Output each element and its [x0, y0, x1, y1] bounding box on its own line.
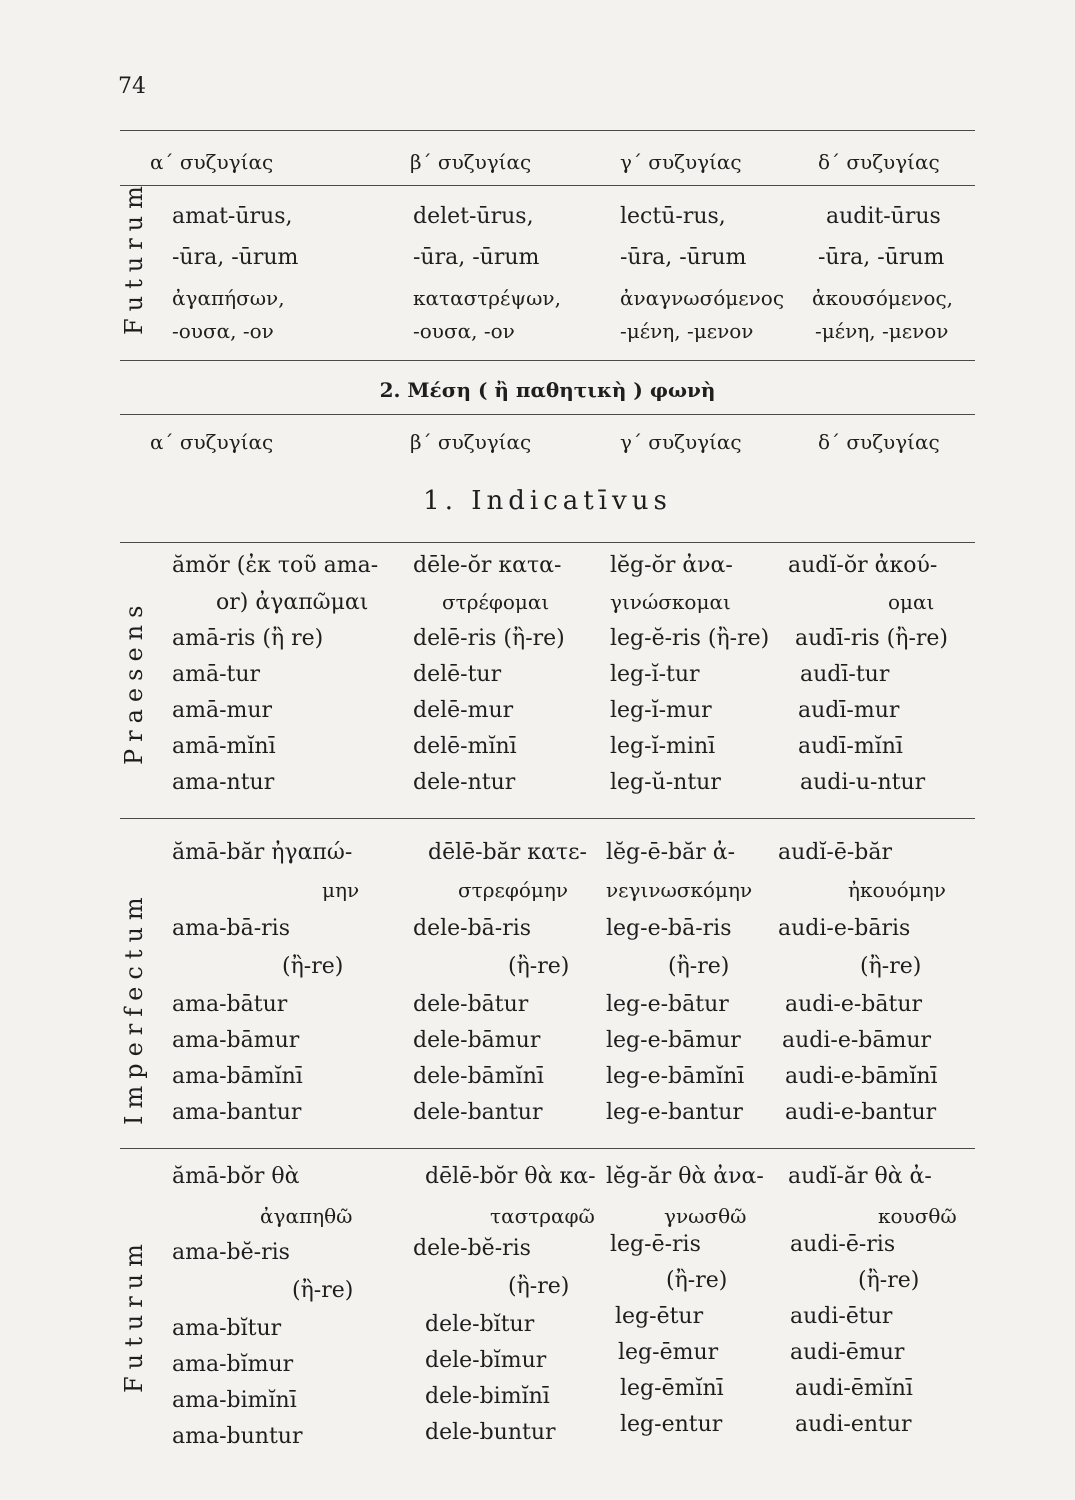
- cell: ἀγαπήσων,: [172, 286, 285, 310]
- cell: audi-e-bāris: [778, 916, 911, 941]
- cell: κουσθῶ: [878, 1204, 957, 1228]
- cell: ămā-bŏr θὰ: [172, 1164, 300, 1189]
- cell: ama-bĭtur: [172, 1316, 282, 1341]
- cell: dēlē-băr κατε-: [428, 840, 587, 865]
- cell: ομαι: [888, 590, 935, 614]
- cell: audi-ētur: [790, 1304, 893, 1329]
- cell: γνωσθῶ: [664, 1204, 747, 1228]
- cell: dele-bāmĭnī: [413, 1064, 544, 1089]
- section-label-praesens: Praesens: [120, 598, 148, 765]
- cell: (ἢ-re): [292, 1278, 354, 1303]
- cell: (ἢ-re): [666, 1268, 728, 1293]
- cell: (ἢ-re): [858, 1268, 920, 1293]
- cell: dēlē-bŏr θὰ κα-: [425, 1164, 596, 1189]
- cell: (ἢ-re): [508, 954, 570, 979]
- cell: dele-ntur: [413, 770, 516, 795]
- voice-title: 2. Μέση ( ἢ παθητικὴ ) φωνὴ: [379, 378, 716, 402]
- cell: dele-bĕ-ris: [413, 1236, 531, 1261]
- cell: lĕg-ăr θὰ ἀνα-: [606, 1164, 764, 1189]
- cell: ama-bātur: [172, 992, 288, 1017]
- cell: delet-ūrus,: [413, 204, 534, 229]
- rule: [120, 542, 975, 543]
- cell: audi-u-ntur: [800, 770, 926, 795]
- cell: audi-ēmur: [790, 1340, 905, 1365]
- header-col-3: γ΄ συζυγίας: [620, 430, 742, 454]
- cell: -μένη, -μενον: [815, 319, 949, 343]
- section-label-imperfectum: Imperfectum: [120, 890, 148, 1125]
- header-col-1: α΄ συζυγίας: [150, 430, 274, 454]
- cell: leg-e-bātur: [606, 992, 729, 1017]
- cell: (ἢ-re): [668, 954, 730, 979]
- cell: audit-ūrus: [826, 204, 941, 229]
- cell: leg-ĭ-tur: [610, 662, 700, 687]
- cell: dele-bĭmur: [425, 1348, 547, 1373]
- cell: dele-bā-ris: [413, 916, 532, 941]
- cell: dele-bāmur: [413, 1028, 541, 1053]
- cell: dele-bantur: [413, 1100, 543, 1125]
- cell: amā-mĭnī: [172, 734, 276, 759]
- cell: leg-e-bāmur: [606, 1028, 741, 1053]
- cell: ama-bĕ-ris: [172, 1240, 290, 1265]
- cell: ἀναγνωσόμενος: [620, 286, 785, 310]
- cell: ama-bā-ris: [172, 916, 291, 941]
- cell: audi-entur: [795, 1412, 912, 1437]
- cell: audī-mĭnī: [798, 734, 903, 759]
- cell: audī-ris (ἢ-re): [795, 626, 948, 651]
- cell: leg-ĭ-mur: [610, 698, 712, 723]
- cell: dele-bimĭnī: [425, 1384, 550, 1409]
- cell: leg-e-bāmĭnī: [606, 1064, 745, 1089]
- cell: dele-buntur: [425, 1420, 556, 1445]
- cell: lectū-rus,: [620, 204, 726, 229]
- cell: delē-tur: [413, 662, 502, 687]
- cell: -ūra, -ūrum: [620, 245, 747, 270]
- cell: ama-ntur: [172, 770, 275, 795]
- cell: dēle-ŏr κατα-: [413, 553, 562, 578]
- cell: ama-bantur: [172, 1100, 302, 1125]
- cell: στρέφομαι: [442, 590, 550, 614]
- cell: leg-e-bantur: [606, 1100, 743, 1125]
- cell: amat-ūrus,: [172, 204, 293, 229]
- cell: delē-mur: [413, 698, 514, 723]
- header-col-4: δ΄ συζυγίας: [818, 430, 940, 454]
- cell: ămā-băr ἠγαπώ-: [172, 840, 353, 865]
- cell: audī-mur: [798, 698, 900, 723]
- cell: leg-entur: [620, 1412, 723, 1437]
- cell: καταστρέψων,: [413, 286, 561, 310]
- rule: [120, 818, 975, 819]
- cell: audi-e-bātur: [785, 992, 923, 1017]
- cell: leg-ēmur: [618, 1340, 719, 1365]
- cell: audĭ-ăr θὰ ἀ-: [788, 1164, 932, 1189]
- cell: στρεφόμην: [458, 878, 569, 902]
- cell: lĕg-ŏr ἀνα-: [610, 553, 733, 578]
- header-col-1: α΄ συζυγίας: [150, 150, 274, 174]
- header-col-2: β΄ συζυγίας: [410, 430, 532, 454]
- cell: audĭ-ŏr ἀκού-: [788, 553, 938, 578]
- mood-title: 1. Indicatīvus: [423, 486, 672, 516]
- cell: ama-buntur: [172, 1424, 303, 1449]
- cell: audi-ēmĭnī: [795, 1376, 913, 1401]
- rule: [120, 360, 975, 361]
- cell: audĭ-ē-băr: [778, 840, 893, 865]
- cell: -ūra, -ūrum: [172, 245, 299, 270]
- cell: leg-e-bā-ris: [606, 916, 732, 941]
- cell: dele-bātur: [413, 992, 529, 1017]
- cell: leg-ē-ris: [610, 1232, 701, 1257]
- cell: amā-tur: [172, 662, 261, 687]
- cell: audī-tur: [800, 662, 890, 687]
- section-label-futurum-active: Futurum: [120, 179, 148, 335]
- rule: [120, 1148, 975, 1149]
- header-col-2: β΄ συζυγίας: [410, 150, 532, 174]
- cell: ama-bimĭnī: [172, 1388, 297, 1413]
- cell: μην: [322, 878, 360, 902]
- cell: -ουσα, -ον: [413, 319, 515, 343]
- section-label-futurum: Futurum: [120, 1237, 148, 1393]
- cell: -ūra, -ūrum: [413, 245, 540, 270]
- cell: leg-ēmĭnī: [620, 1376, 724, 1401]
- cell: ămŏr (ἐκ τοῦ ama-: [172, 553, 379, 578]
- cell: audi-e-bāmĭnī: [785, 1064, 938, 1089]
- cell: leg-ŭ-ntur: [610, 770, 721, 795]
- cell: (ἢ-re): [508, 1274, 570, 1299]
- cell: delē-ris (ἢ-re): [413, 626, 565, 651]
- cell: dele-bĭtur: [425, 1312, 535, 1337]
- cell: -ūra, -ūrum: [818, 245, 945, 270]
- cell: leg-ĭ-minī: [610, 734, 716, 759]
- cell: ταστραφῶ: [490, 1204, 595, 1228]
- header-col-3: γ΄ συζυγίας: [620, 150, 742, 174]
- rule: [120, 414, 975, 415]
- rule: [120, 185, 975, 186]
- cell: or) ἀγαπῶμαι: [216, 590, 369, 615]
- cell: γινώσκομαι: [610, 590, 731, 614]
- cell: ama-bāmur: [172, 1028, 300, 1053]
- cell: ἠκουόμην: [848, 878, 946, 902]
- page-number: 74: [118, 74, 146, 99]
- cell: ama-bĭmur: [172, 1352, 294, 1377]
- rule: [120, 130, 975, 131]
- cell: audi-e-bantur: [785, 1100, 937, 1125]
- cell: ἀκουσόμενος,: [812, 286, 954, 310]
- cell: (ἢ-re): [860, 954, 922, 979]
- cell: leg-ētur: [615, 1304, 704, 1329]
- cell: audi-e-bāmur: [782, 1028, 932, 1053]
- cell: -μένη, -μενον: [620, 319, 754, 343]
- cell: -ουσα, -ον: [172, 319, 274, 343]
- header-col-4: δ΄ συζυγίας: [818, 150, 940, 174]
- cell: ama-bāmĭnī: [172, 1064, 303, 1089]
- cell: leg-ĕ-ris (ἢ-re): [610, 626, 770, 651]
- cell: amā-mur: [172, 698, 273, 723]
- cell: ἀγαπηθῶ: [260, 1204, 353, 1228]
- cell: (ἢ-re): [282, 954, 344, 979]
- cell: delē-mĭnī: [413, 734, 517, 759]
- cell: audi-ē-ris: [790, 1232, 896, 1257]
- cell: νεγινωσκόμην: [606, 878, 753, 902]
- cell: lĕg-ē-băr ἀ-: [606, 840, 736, 865]
- cell: amā-ris (ἢ re): [172, 626, 324, 651]
